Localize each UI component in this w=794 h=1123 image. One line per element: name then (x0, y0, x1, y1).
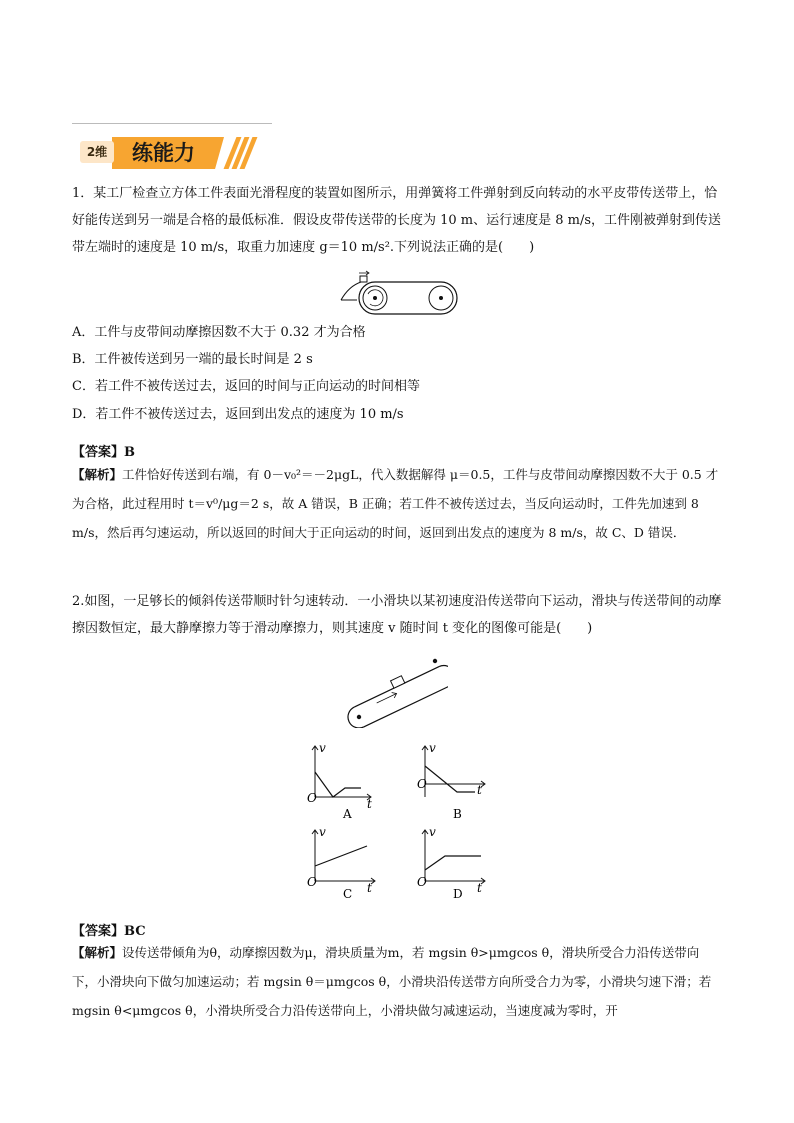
graph-a-line (315, 772, 361, 797)
axis-v-label: v (429, 742, 436, 755)
answer-value: B (124, 445, 136, 460)
graph-a (305, 742, 375, 822)
graph-b-line (425, 766, 475, 792)
answer-label: 【答案】 (72, 445, 125, 460)
origin-label: O (307, 791, 317, 805)
axis-v-label: v (429, 826, 436, 839)
graph-d-caption: D (453, 887, 463, 901)
origin-label: O (417, 777, 427, 791)
analysis-text: 工件恰好传送到右端，有 0－v₀²＝－2μgL，代入数据解得 μ＝0.5，工件与皮带间动摩擦因数不大于 0.5 才为合格，此过程用时 t＝v⁰/μg＝2 s，故 A 错误，B 正确；若工件不被传送过去，当反向运动时，工件先加速到 8 m/s，然后再匀速运动，所以返回的时间大于正向运动的时间，返回到出发点的速度为 8 m/s，故 C、D 错误． (72, 467, 719, 540)
origin-label: O (307, 875, 317, 889)
graph-c-caption: C (343, 887, 353, 901)
origin-label: O (417, 875, 427, 889)
q1-analysis (72, 460, 722, 547)
graph-c-line (315, 846, 367, 866)
q2-stem: 2.如图，一足够长的倾斜传送带顺时针匀速转动．一小滑块以某初速度沿传送带向下运动，滑块与传送带间的动摩擦因数恒定，最大静摩擦力等于滑动摩擦力，则其速度 v 随时间 t 变化的图像可能是( ) (72, 594, 722, 636)
q1-option-b: B．工件被传送到另一端的最长时间是 2 s (72, 352, 313, 367)
analysis-text: 设传送带倾角为θ，动摩擦因数为μ，滑块质量为m，若 mgsin θ>μmgcos θ，滑块所受合力沿传送带向下，小滑块向下做匀加速运动；若 mgsin θ＝μmgcos θ，小滑块沿传送带方向所受合力为零，小滑块匀速下滑；若 mgsin θ<μmgcos θ，小滑块所受合力沿传送带向上，小滑块做匀减速运动，当速度减为零时，开 (72, 945, 712, 1018)
q1-conveyor-figure (335, 270, 465, 318)
graph-c (305, 826, 380, 906)
q2-analysis (72, 938, 722, 1025)
q1-option-a: A．工件与皮带间动摩擦因数不大于 0.32 才为合格 (72, 325, 366, 340)
axis-v-label: v (319, 742, 326, 755)
q2-answer (72, 920, 146, 939)
q1-option-d: D．若工件不被传送过去，返回到出发点的速度为 10 m/s (72, 407, 404, 422)
answer-value: BC (124, 924, 146, 939)
analysis-label: 【解析】 (72, 467, 123, 482)
graph-a-caption: A (343, 807, 352, 821)
top-divider (72, 123, 272, 124)
q1-option-c: C．若工件不被传送过去，返回的时间与正向运动的时间相等 (72, 379, 420, 394)
banner-badge: 2维 (80, 141, 114, 163)
graph-d-line (425, 856, 481, 870)
axis-t-label: t (477, 881, 482, 895)
analysis-label: 【解析】 (72, 945, 123, 960)
spring-ramp (341, 282, 361, 300)
answer-label: 【答案】 (72, 924, 125, 939)
graph-b (415, 742, 490, 822)
slider-block (391, 676, 405, 688)
q1-answer (72, 441, 135, 460)
workpiece (360, 276, 367, 282)
axis-t-label: t (367, 881, 372, 895)
axis-v-label: v (319, 826, 326, 839)
banner-title: 练能力 (132, 141, 195, 165)
q2-incline-figure (338, 650, 448, 728)
axis-t-label: t (477, 783, 482, 797)
graph-d (415, 826, 490, 906)
graph-b-caption: B (453, 807, 462, 821)
q1-stem: 1．某工厂检查立方体工件表面光滑程度的装置如图所示，用弹簧将工件弹射到反向转动的水平皮带传送带上，恰好能传送到另一端是合格的最低标准．假设皮带传送带的长度为 10 m、运行速度是 8 m/s，工件刚被弹射到传送带左端时的速度是 10 m/s，取重力加速度 g＝10 m/s².下列说法正确的是( ) (72, 186, 722, 255)
axis-t-label: t (367, 797, 372, 811)
